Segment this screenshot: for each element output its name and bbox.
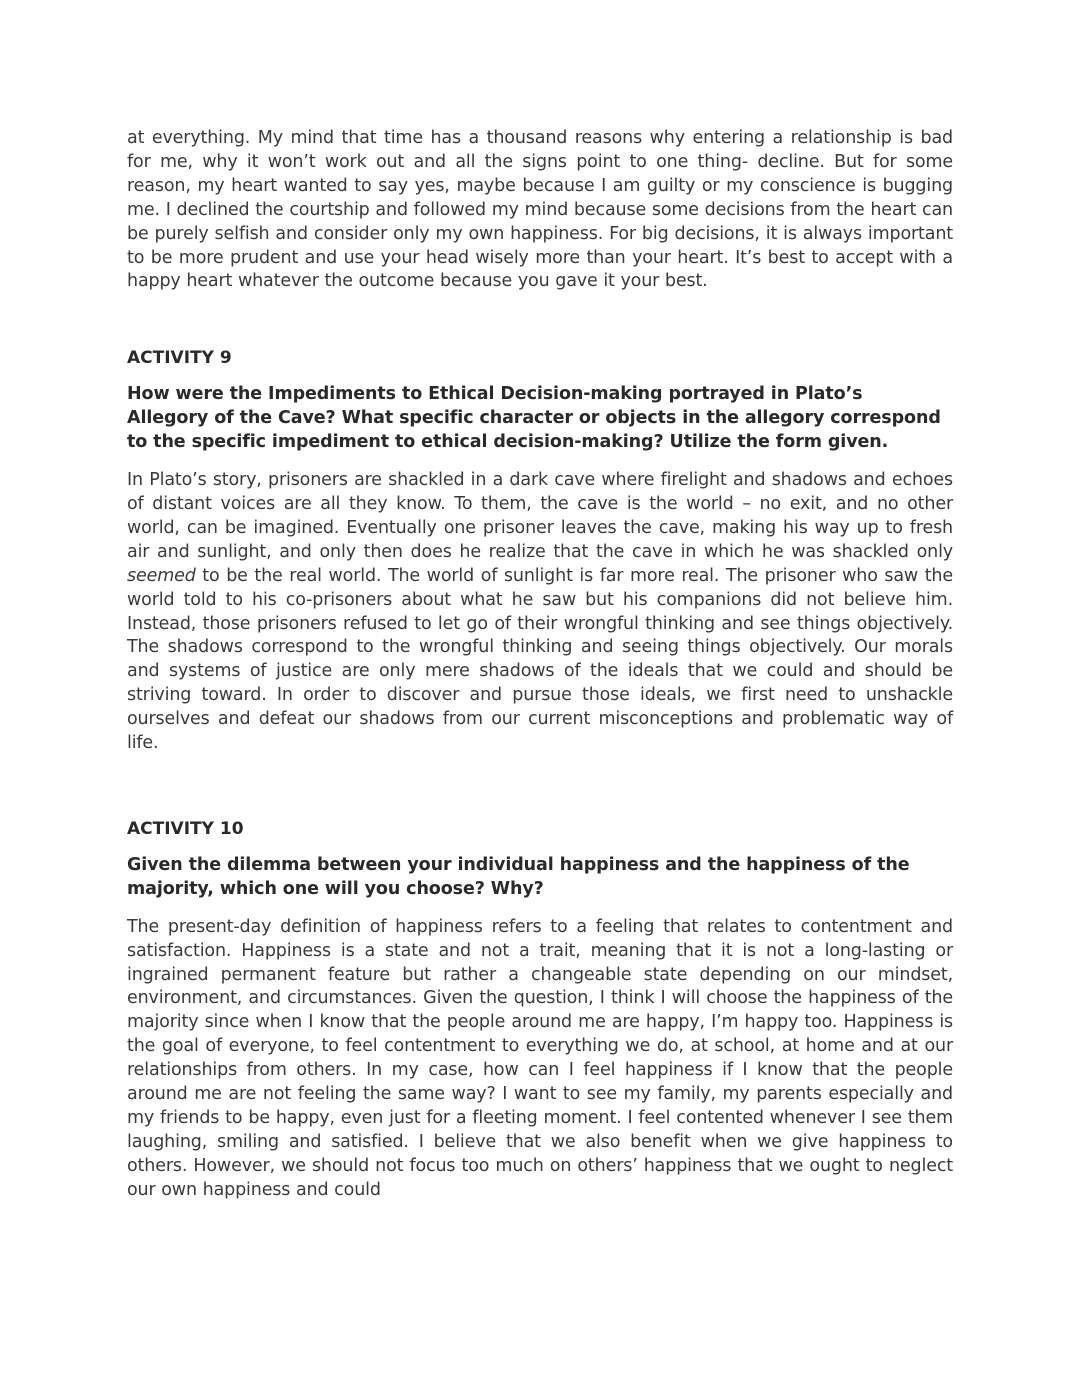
activity-9-section	[127, 346, 953, 756]
activity-9-heading: ACTIVITY 9	[127, 348, 232, 369]
document-page	[127, 127, 953, 1203]
activity-10-heading: ACTIVITY 10	[127, 818, 244, 839]
answer-text-part-1: In Plato’s story, prisoners are shackled in a dark cave where firelight and shadows and echoes of distant voices are all they know. To them, the cave is the world – no exit, and no other world, can be imagined. Eventually one prisoner leaves the cave, making his way up to fresh air and sunlight, and only then does he realize that the cave in which he was shackled only	[127, 470, 953, 562]
activity-9-question: How were the Impediments to Ethical Decision-making portrayed in Plato’s Allegory of the Cave? What specific character or objects in the allegory correspond to the specific impediment to ethical decision-making? Utilize the form given.	[127, 384, 941, 453]
activity-10-answer: The present-day definition of happiness refers to a feeling that relates to contentment and satisfaction. Happiness is a state and not a trait, meaning that it is not a long-lasting or ingrained permanent feature but rather a changeable state depending on our mindset, environment, and circumstances. Given the question, I think I will choose the happiness of the majority since when I know that the people around me are happy, I’m happy too. Happiness is the goal of everyone, to feel contentment to everything we do, at school, at home and at our relationships from others. In my case, how can I feel happiness if I know that the people around me are not feeling the same way? I want to see my family, my parents especially and my friends to be happy, even just for a fleeting moment. I feel contented whenever I see them laughing, smiling and satisfied. I believe that we also benefit when we give happiness to others. However, we should not focus too much on others’ happiness that we ought to neglect our own happiness and could	[127, 916, 953, 1200]
activity-10-section	[127, 817, 953, 1203]
continuation-paragraph: at everything. My mind that time has a thousand reasons why entering a relationship is bad for me, why it won’t work out and all the signs point to one thing- decline. But for some reason, my heart wanted to say yes, maybe because I am guilty or my conscience is bugging me. I declined the courtship and followed my mind because some decisions from the heart can be purely selfish and consider only my own happiness. For big decisions, it is always important to be more prudent and use your head wisely more than your heart. It’s best to accept with a happy heart whatever the outcome because you gave it your best.	[127, 128, 953, 292]
answer-text-part-2: to be the real world. The world of sunlight is far more real. The prisoner who saw the world told to his co-prisoners about what he saw but his companions did not believe him. Instead, those prisoners refused to let go of their wrongful thinking and see things objectively. The shadows correspond to the wrongful thinking and seeing things objectively. Our morals and systems of justice are only mere shadows of the ideals that we could and should be striving toward. In order to discover and pursue those ideals, we first need to unshackle ourselves and defeat our shadows from our current misconceptions and problematic way of life.	[127, 565, 953, 754]
activity-10-question: Given the dilemma between your individual happiness and the happiness of the majority, which one will you choose? Why?	[127, 854, 910, 899]
emphasized-word: seemed	[127, 565, 196, 586]
activity-9-answer	[127, 469, 953, 756]
